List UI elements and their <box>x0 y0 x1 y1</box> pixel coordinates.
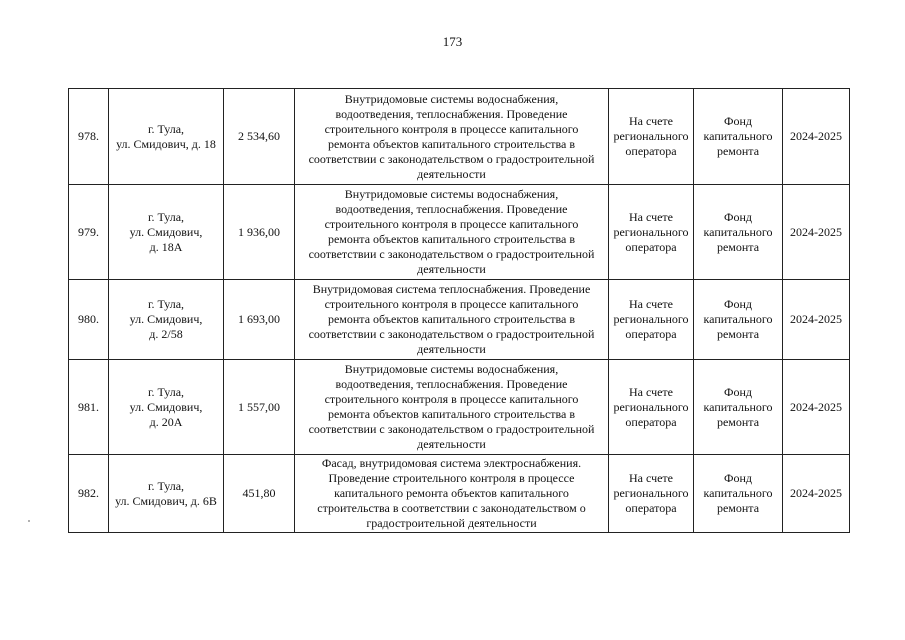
period-cell: 2024-2025 <box>783 185 850 280</box>
period-cell: 2024-2025 <box>783 360 850 455</box>
fund-line: капитального <box>703 486 773 500</box>
work-line: соответствии с законодательством о градостроительной <box>308 422 595 436</box>
operator-line: регионального <box>613 399 689 414</box>
operator-line: оператора <box>625 414 677 429</box>
work-line: ремонта объектов капитального строительства в <box>327 232 576 246</box>
operator-cell <box>609 185 694 280</box>
address-line: ул. Смидович, <box>129 224 203 239</box>
fund-line: Фонд <box>723 114 752 128</box>
operator-cell <box>609 455 694 533</box>
fund-line: ремонта <box>716 414 760 429</box>
fund-line: Фонд <box>723 209 752 224</box>
work-line: Внутридомовые системы водоснабжения, <box>344 187 559 201</box>
work-description-cell <box>295 280 609 360</box>
fund-line: ремонта <box>716 239 760 254</box>
operator-line: На счете <box>628 471 673 485</box>
row-number: 980. <box>69 280 109 360</box>
area-cell: 1 693,00 <box>224 280 295 360</box>
table-row <box>69 89 850 185</box>
operator-line: На счете <box>628 297 673 311</box>
work-line: водоотведения, теплоснабжения. Проведение <box>335 202 568 216</box>
address-line: д. 2/58 <box>149 327 183 341</box>
address-line: г. Тула, <box>147 297 185 311</box>
operator-cell <box>609 360 694 455</box>
operator-line: оператора <box>625 501 677 515</box>
work-line: строительного контроля в процессе капитального <box>324 392 579 406</box>
work-line: строительного контроля в процессе капитального <box>324 297 579 311</box>
period-cell: 2024-2025 <box>783 89 850 185</box>
work-line: деятельности <box>417 437 486 451</box>
work-line: Внутридомовые системы водоснабжения, <box>344 362 559 376</box>
fund-cell <box>694 280 783 360</box>
fund-cell <box>694 360 783 455</box>
operator-line: оператора <box>625 239 677 254</box>
row-number: 979. <box>69 185 109 280</box>
address-line: д. 20А <box>149 414 183 429</box>
address-line: г. Тула, <box>147 384 185 399</box>
work-line: водоотведения, теплоснабжения. Проведение <box>335 106 568 121</box>
area-cell: 2 534,60 <box>224 89 295 185</box>
fund-line: ремонта <box>716 144 760 158</box>
period-cell: 2024-2025 <box>783 455 850 533</box>
table-row <box>69 185 850 280</box>
work-description-cell <box>295 185 609 280</box>
fund-line: ремонта <box>716 501 760 515</box>
operator-line: регионального <box>613 486 689 500</box>
address-cell <box>109 185 224 280</box>
row-number: 978. <box>69 89 109 185</box>
address-line: г. Тула, <box>147 121 185 136</box>
work-line: ремонта объектов капитального строительства в <box>327 136 576 151</box>
work-line: соответствии с законодательством о градостроительной <box>308 247 595 261</box>
operator-line: регионального <box>613 312 689 326</box>
period-cell: 2024-2025 <box>783 280 850 360</box>
address-line: ул. Смидович, <box>129 399 203 414</box>
address-line: д. 18А <box>149 239 183 254</box>
address-cell <box>109 280 224 360</box>
fund-line: капитального <box>703 399 773 414</box>
area-cell: 1 936,00 <box>224 185 295 280</box>
fund-line: Фонд <box>723 297 752 311</box>
work-line: Внутридомовые системы водоснабжения, <box>344 91 559 106</box>
work-line: Внутридомовая система теплоснабжения. Проведение <box>312 282 591 296</box>
work-line: соответствии с законодательством о градостроительной <box>308 327 595 341</box>
address-cell <box>109 89 224 185</box>
work-description-cell <box>295 455 609 533</box>
address-cell <box>109 455 224 533</box>
fund-line: Фонд <box>723 384 752 399</box>
fund-line: капитального <box>703 224 773 239</box>
table-row <box>69 455 850 533</box>
address-line: г. Тула, <box>147 478 185 493</box>
work-line: деятельности <box>417 166 486 181</box>
address-line: ул. Смидович, д. 6В <box>115 493 217 508</box>
work-line: ремонта объектов капитального строительства в <box>327 312 576 326</box>
area-cell: 451,80 <box>224 455 295 533</box>
work-line: деятельности <box>417 342 486 356</box>
work-line: строительного контроля в процессе капитального <box>324 121 579 136</box>
address-line: ул. Смидович, <box>129 312 203 326</box>
fund-cell <box>694 455 783 533</box>
work-line: деятельности <box>417 262 486 276</box>
work-description-cell <box>295 89 609 185</box>
fund-cell <box>694 89 783 185</box>
table-row <box>69 360 850 455</box>
row-number: 981. <box>69 360 109 455</box>
scan-speck <box>28 520 30 522</box>
work-line: капитального ремонта объектов капитального <box>334 486 569 500</box>
area-cell: 1 557,00 <box>224 360 295 455</box>
page-number: 173 <box>442 34 463 49</box>
work-line: градостроительной деятельности <box>366 516 537 530</box>
operator-line: регионального <box>613 129 689 143</box>
work-line: ремонта объектов капитального строительства в <box>327 407 576 421</box>
address-line: ул. Смидович, д. 18 <box>116 136 216 151</box>
work-line: строительного контроля в процессе капитального <box>324 217 579 231</box>
fund-line: Фонд <box>723 471 752 485</box>
fund-line: капитального <box>703 129 773 143</box>
operator-cell <box>609 89 694 185</box>
fund-cell <box>694 185 783 280</box>
operator-line: На счете <box>628 209 673 224</box>
repair-schedule-table <box>68 88 850 533</box>
operator-line: На счете <box>628 384 673 399</box>
work-line: Проведение строительного контроля в процессе <box>328 471 575 485</box>
operator-line: регионального <box>613 224 689 239</box>
work-line: строительства в соответствии с законодательством о <box>317 501 586 515</box>
row-number: 982. <box>69 455 109 533</box>
operator-cell <box>609 280 694 360</box>
work-line: водоотведения, теплоснабжения. Проведение <box>335 377 568 391</box>
fund-line: капитального <box>703 312 773 326</box>
work-description-cell <box>295 360 609 455</box>
work-line: Фасад, внутридомовая система электроснабжения. <box>321 456 582 470</box>
work-line: соответствии с законодательством о градостроительной <box>308 151 595 166</box>
operator-line: На счете <box>628 114 673 128</box>
address-line: г. Тула, <box>147 209 185 224</box>
table-row <box>69 280 850 360</box>
operator-line: оператора <box>625 144 677 158</box>
operator-line: оператора <box>625 327 677 341</box>
fund-line: ремонта <box>716 327 760 341</box>
address-cell <box>109 360 224 455</box>
